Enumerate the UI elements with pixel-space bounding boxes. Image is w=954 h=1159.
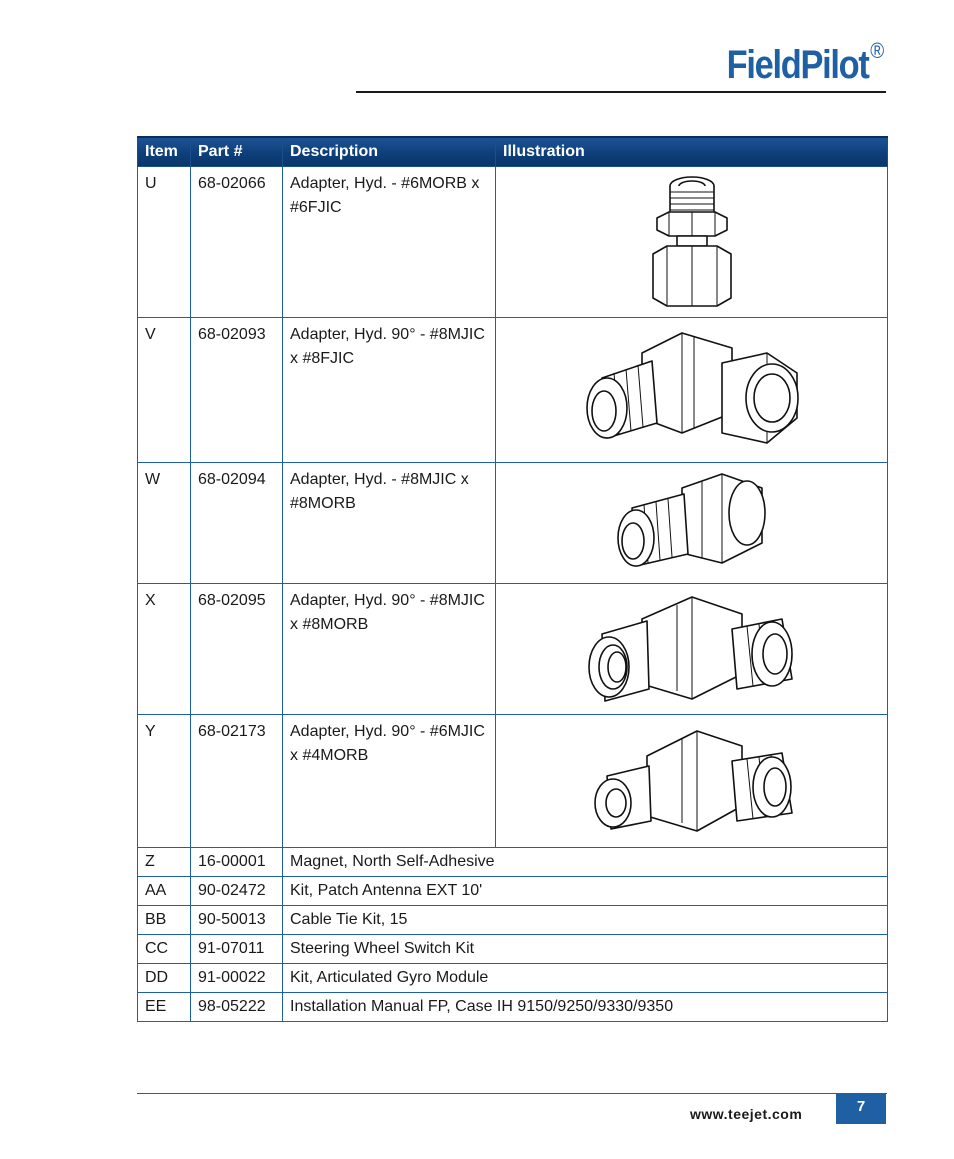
cell-part: 68-02093: [191, 318, 283, 463]
table-row: [138, 935, 888, 964]
table-row: [138, 906, 888, 935]
table-row: [138, 848, 888, 877]
cell-part: 91-07011: [191, 935, 283, 964]
cell-description: Adapter, Hyd. - #8MJIC x #8MORB: [283, 463, 496, 584]
header-description: Description: [283, 137, 496, 167]
cell-item: DD: [138, 964, 191, 993]
straight-adapter-illustration: [612, 468, 772, 578]
page-number: 7: [836, 1093, 886, 1124]
cell-illustration: [496, 715, 888, 848]
footer-url[interactable]: www.teejet.com: [690, 1106, 803, 1122]
table-row: [138, 463, 888, 584]
cell-part: 68-02095: [191, 584, 283, 715]
cell-part: 91-00022: [191, 964, 283, 993]
registered-mark: ®: [870, 38, 884, 63]
cell-part: 16-00001: [191, 848, 283, 877]
cell-part: 68-02173: [191, 715, 283, 848]
elbow-adapter-illustration: [587, 721, 797, 841]
table-row: [138, 584, 888, 715]
cell-part: 68-02066: [191, 167, 283, 318]
cell-illustration: [496, 318, 888, 463]
cell-item: AA: [138, 877, 191, 906]
cell-item: Y: [138, 715, 191, 848]
cell-illustration: [496, 584, 888, 715]
cell-description: Adapter, Hyd. 90° - #8MJIC x #8FJIC: [283, 318, 496, 463]
cell-description: Kit, Articulated Gyro Module: [283, 964, 888, 993]
cell-description: Steering Wheel Switch Kit: [283, 935, 888, 964]
cell-description: Adapter, Hyd. 90° - #8MJIC x #8MORB: [283, 584, 496, 715]
table-row: [138, 993, 888, 1022]
table-row: [138, 715, 888, 848]
table-row: [138, 964, 888, 993]
header-part: Part #: [191, 137, 283, 167]
elbow-adapter-illustration: [587, 589, 797, 709]
table-row: [138, 167, 888, 318]
brand-logo: [726, 38, 884, 88]
footer-rule: [137, 1093, 887, 1094]
cell-item: CC: [138, 935, 191, 964]
cell-description: Kit, Patch Antenna EXT 10': [283, 877, 888, 906]
brand-name: FieldPilot: [726, 43, 869, 87]
header-illustration: Illustration: [496, 137, 888, 167]
cell-item: EE: [138, 993, 191, 1022]
elbow-adapter-illustration: [582, 323, 802, 458]
cell-description: Cable Tie Kit, 15: [283, 906, 888, 935]
cell-description: Adapter, Hyd. - #6MORB x #6FJIC: [283, 167, 496, 318]
cell-description: Magnet, North Self-Adhesive: [283, 848, 888, 877]
cell-item: V: [138, 318, 191, 463]
cell-illustration: [496, 463, 888, 584]
cell-item: BB: [138, 906, 191, 935]
cell-item: Z: [138, 848, 191, 877]
cell-item: X: [138, 584, 191, 715]
table-row: [138, 318, 888, 463]
cell-description: Adapter, Hyd. 90° - #6MJIC x #4MORB: [283, 715, 496, 848]
parts-table: [137, 136, 888, 1022]
cell-description: Installation Manual FP, Case IH 9150/9250/9330/9350: [283, 993, 888, 1022]
cell-item: W: [138, 463, 191, 584]
table-header-row: [138, 137, 888, 167]
cell-part: 90-02472: [191, 877, 283, 906]
cell-part: 90-50013: [191, 906, 283, 935]
cell-part: 98-05222: [191, 993, 283, 1022]
header-item: Item: [138, 137, 191, 167]
cell-illustration: [496, 167, 888, 318]
straight-adapter-illustration: [647, 172, 737, 312]
cell-item: U: [138, 167, 191, 318]
table-row: [138, 877, 888, 906]
header-rule: [356, 91, 886, 93]
cell-part: 68-02094: [191, 463, 283, 584]
